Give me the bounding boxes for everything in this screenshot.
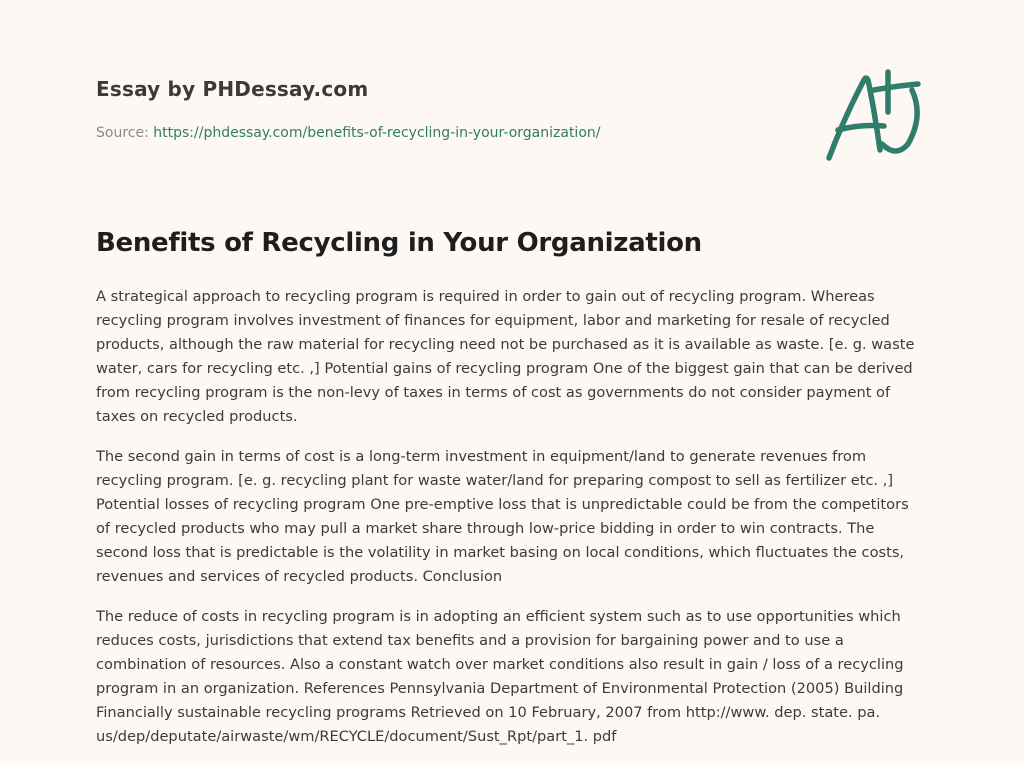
essay-paragraph: The second gain in terms of cost is a long-term investment in equipment/land to generate revenues from recycling program. [e. g. recycling plant for waste water/land for preparing compost to sell as fertilizer etc. ,] Potential losses of recycling program One pre-emptive loss that is unpredictable could be from the competitors of recycled products who may pull a market share through low-price bidding in order to win contracts. The second loss that is predictable is the volatility in market basing on local conditions, which fluctuates the costs, revenues and services of recycled products. Conclusion (96, 448, 909, 585)
a-plus-logo-icon (822, 68, 926, 164)
essay-paragraph: A strategical approach to recycling program is required in order to gain out of recycling program. Whereas recycling program involves investment of finances for equipment, labor and marketing for resale of recycled products, although the raw material for recycling need not be purchased as it is available as waste. [e. g. waste water, cars for recycling etc. ,] Potential gains of recycling program One of the biggest gain that can be derived from recycling program is the non-levy of taxes in terms of cost as governments do not consider payment of taxes on recycled products. (96, 288, 915, 425)
source-line (96, 125, 600, 141)
source-link[interactable]: https://phdessay.com/benefits-of-recycling-in-your-organization/ (153, 125, 601, 141)
source-label: Source: (96, 125, 149, 141)
essay-body (96, 285, 926, 764)
essay-title: Benefits of Recycling in Your Organization (96, 228, 702, 258)
site-title: Essay by PHDessay.com (96, 77, 369, 101)
essay-paragraph: The reduce of costs in recycling program is in adopting an efficient system such as to use opportunities which reduces costs, jurisdictions that extend tax benefits and a provision for bargaining power and to use a combination of resources. Also a constant watch over market conditions also result in gain / loss of a recycling program in an organization. References Pennsylvania Department of Environmental Protection (2005) Building Financially sustainable recycling programs Retrieved on 10 February, 2007 from http://www. dep. state. pa. us/dep/deputate/airwaste/wm/RECYCLE/document/Sust_Rpt/part_1. pdf (96, 608, 904, 745)
